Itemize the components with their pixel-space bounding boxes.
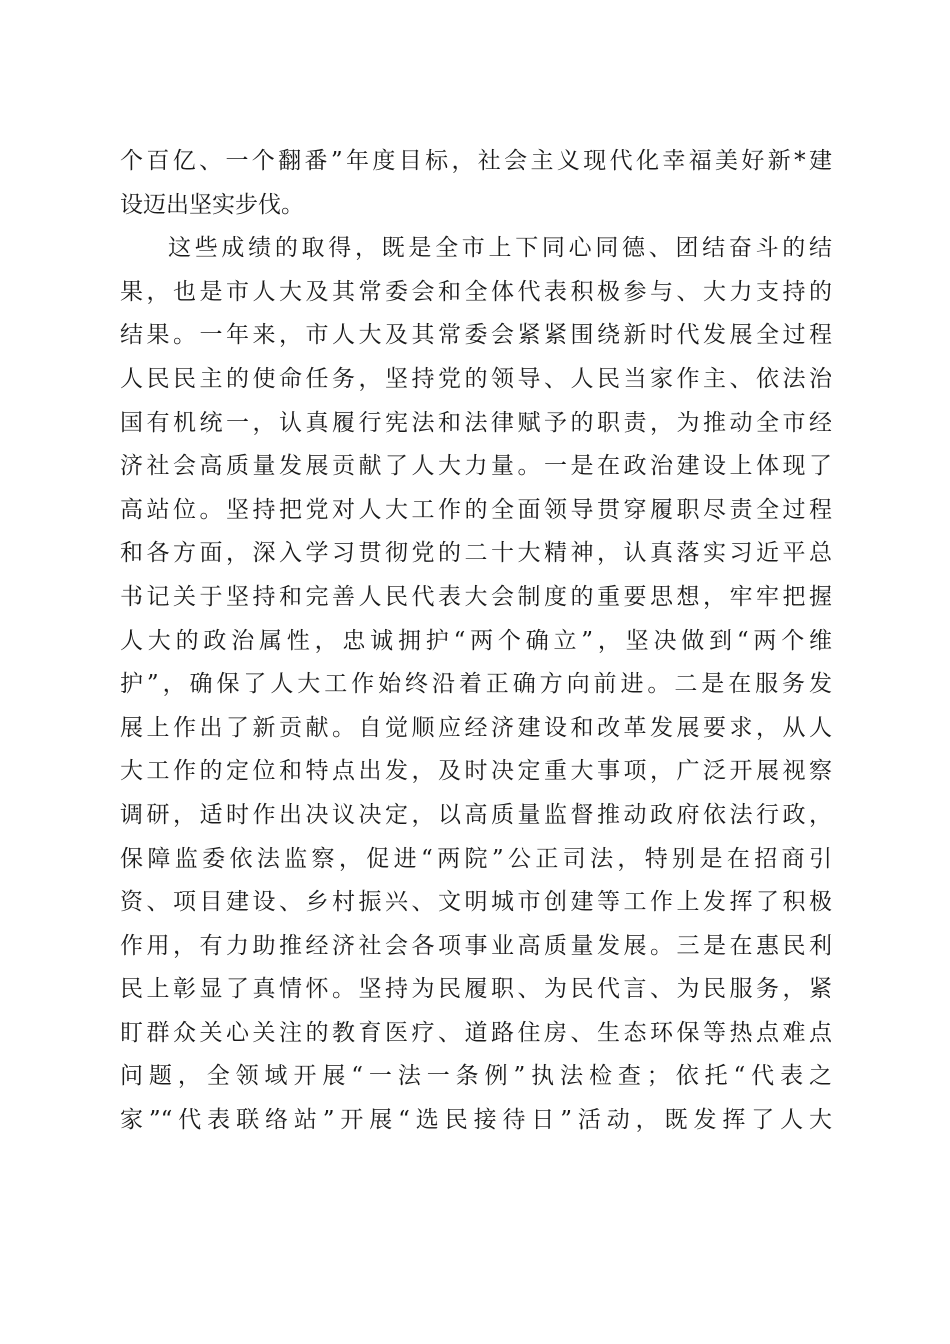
text-line: 个百亿、一个翻番”年度目标，社会主义现代化幸福美好新*建 [120, 148, 832, 174]
text-line: 人大的政治属性，忠诚拥护“两个确立”，坚决做到“两个维 [120, 627, 832, 654]
text-line: 资、项目建设、乡村振兴、文明城市创建等工作上发挥了积极 [120, 889, 832, 916]
text-line: 调研，适时作出决议决定，以高质量监督推动政府依法行政， [120, 801, 832, 828]
text-line: 人民民主的使命任务，坚持党的领导、人民当家作主、依法治 [120, 365, 832, 392]
text-line: 展上作出了新贡献。自觉顺应经济建设和改革发展要求，从人 [120, 714, 832, 741]
text-line: 家”“代表联络站”开展“选民接待日”活动，既发挥了人大 [120, 1107, 832, 1134]
body-text [120, 140, 832, 1143]
text-line: 高站位。坚持把党对人大工作的全面领导贯穿履职尽责全过程 [120, 496, 832, 523]
text-line: 保障监委依法监察，促进“两院”公正司法，特别是在招商引 [120, 845, 832, 872]
text-line: 果，也是市人大及其常委会和全体代表积极参与、大力支持的 [120, 278, 832, 305]
text-line: 作用，有力助推经济社会各项事业高质量发展。三是在惠民利 [120, 932, 832, 959]
text-line: 结果。一年来，市人大及其常委会紧紧围绕新时代发展全过程 [120, 322, 832, 349]
text-line: 民上彰显了真情怀。坚持为民履职、为民代言、为民服务，紧 [120, 976, 832, 1003]
text-line: 护”，确保了人大工作始终沿着正确方向前进。二是在服务发 [120, 671, 832, 698]
text-line: 这些成绩的取得，既是全市上下同心同德、团结奋斗的结 [168, 235, 832, 262]
text-line: 国有机统一，认真履行宪法和法律赋予的职责，为推动全市经 [120, 409, 832, 436]
text-line: 济社会高质量发展贡献了人大力量。一是在政治建设上体现了 [120, 453, 832, 480]
text-line: 和各方面，深入学习贯彻党的二十大精神，认真落实习近平总 [120, 540, 832, 567]
text-line: 大工作的定位和特点出发，及时决定重大事项，广泛开展视察 [120, 758, 832, 785]
text-line: 问题，全领域开展“一法一条例”执法检查；依托“代表之 [120, 1063, 832, 1090]
text-line: 设迈出坚实步伐。 [120, 191, 304, 218]
text-line: 盯群众关心关注的教育医疗、道路住房、生态环保等热点难点 [120, 1019, 832, 1046]
text-line: 书记关于坚持和完善人民代表大会制度的重要思想，牢牢把握 [120, 583, 832, 610]
